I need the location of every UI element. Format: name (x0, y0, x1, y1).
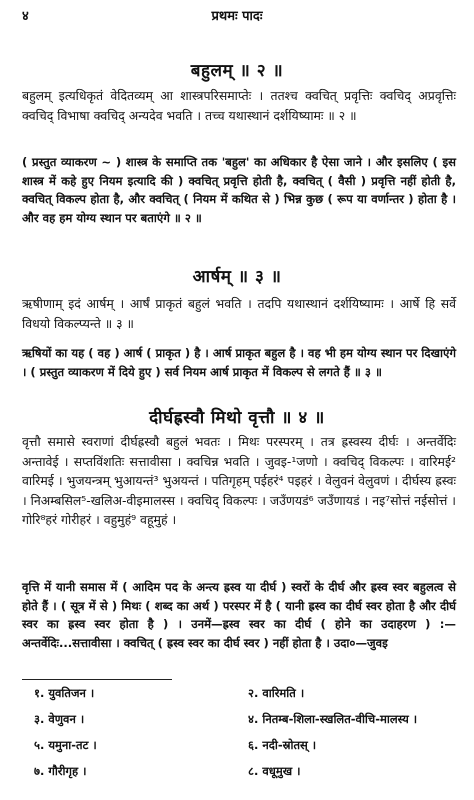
running-title: प्रथमः पादः (211, 9, 263, 24)
sutra-heading: दीर्घह्रस्वौ मिथो वृत्तौ ॥ ४ ॥ (149, 408, 325, 428)
hindi-translation: वृत्ति में यानी समास में ( आदिम पद के अन्त्य ह्रस्व या दीर्घ ) स्वरों के दीर्घ और ह्रस्व स्वर बहुलत्व से होते हैं । ( सूत्र में से ) मिथः ( शब्द का अर्थ ) परस्पर में है ( यानी ह्रस्व का दीर्घ स्वर होता है और दीर्घ स्वर का ह्रस्व स्वर होता है ) । उनमें—ह्रस्व स्वर का दीर्घ ( होने का उदाहरण ) :—अन्तर्वेदिः...सत्तावीसा । क्वचित् ( ह्रस्व स्वर का दीर्घ स्वर ) नहीं होता है । उदा०—जुवइ (22, 580, 456, 650)
sutra-heading: बहुलम् ॥ २ ॥ (190, 61, 284, 81)
sanskrit-commentary: बहुलम् इत्यधिकृतं वेदितव्यम् आ शास्त्रपरिसमाप्तेः । ततश्च क्वचित् प्रवृत्तिः क्वचिद् अप्रवृत्तिः क्वचिद् विभाषा क्वचिद् अन्यदेव भवति । तच्च यथास्थानं दर्शयिष्यामः ॥ २ ॥ (22, 88, 456, 123)
footnote: २. वारिमति । (248, 686, 305, 700)
page-number: ४ (22, 9, 29, 24)
footnote: ६. नदी-स्रोतस् । (248, 738, 317, 752)
footnote: ५. यमुना-तट । (34, 738, 97, 752)
footnote: ४. नितम्ब-शिला-स्खलित-वीचि-मालस्य । (248, 712, 418, 726)
hindi-translation: ऋषियों का यह ( वह ) आर्ष ( प्राकृत ) है । आर्ष प्राकृत बहुल है । वह भी हम योग्य स्थान पर दिखाएंगे । ( प्रस्तुत व्याकरण में दिये हुए ) सर्व नियम आर्ष प्राकृत में विकल्प से लगते हैं ॥ ३ ॥ (22, 346, 456, 379)
footnote-divider (22, 679, 172, 680)
footnote: ७. गौरीगृह । (34, 764, 87, 778)
footnote: १. युवतिजन । (34, 686, 95, 700)
sanskrit-commentary: वृत्तौ समासे स्वराणां दीर्घह्रस्वौ बहुलं भवतः । मिथः परस्परम् । तत्र ह्रस्वस्य दीर्घः । अन्तर्वेदिः अन्तावेई । सप्तविंशतिः सत्तावीसा । क्वचिन्न भवति । जुवइ-¹जणो । क्वचिद् विकल्पः । वारिमई² वारिमई । भुजयन्त्रम् भुआयन्तं³ भुअयन्तं । पतिगृहम् पईहरं⁴ पइहरं । वेलुवनं वेलुवणं । दीर्घस्य ह्रस्वः । निअम्बसिल⁵-खलिअ-वीइमालस्स । क्वचिद् विकल्पः । जउँणयडं⁶ जउँणायडं । नइ⁷सोत्तं नईसोत्तं । गोरि⁸हरं गोरीहरं । वहुमुहं⁹ वहूमुहं । (22, 434, 456, 527)
footnote: ८. वधूमुख । (248, 764, 301, 778)
page-header (22, 6, 452, 26)
sutra-heading: आर्षम् ॥ ३ ॥ (192, 267, 282, 287)
sanskrit-commentary: ऋषीणाम् इदं आर्षम् । आर्षं प्राकृतं बहुलं भवति । तदपि यथास्थानं दर्शयिष्यामः । आर्षे हि सर्वे विधयो विकल्प्यन्ते ॥ ३ ॥ (22, 296, 456, 331)
hindi-translation: ( प्रस्तुत व्याकरण ~ ) शास्त्र के समाप्ति तक 'बहुल' का अधिकार है ऐसा जाने । और इसलिए ( इस शास्त्र में कहे हुए नियम इत्यादि की ) क्वचित् प्रवृत्ति होती है, क्वचित् ( वैसी ) प्रवृत्ति नहीं होती है, क्वचित् विकल्प होता है, और क्वचित् ( नियम में कथित से ) भिन्न कुछ ( रूप या वर्णान्तर ) होता है । और वह हम योग्य स्थान पर बताएंगे ॥ २ ॥ (22, 155, 456, 225)
footnote: ३. वेणुवन । (34, 712, 85, 726)
